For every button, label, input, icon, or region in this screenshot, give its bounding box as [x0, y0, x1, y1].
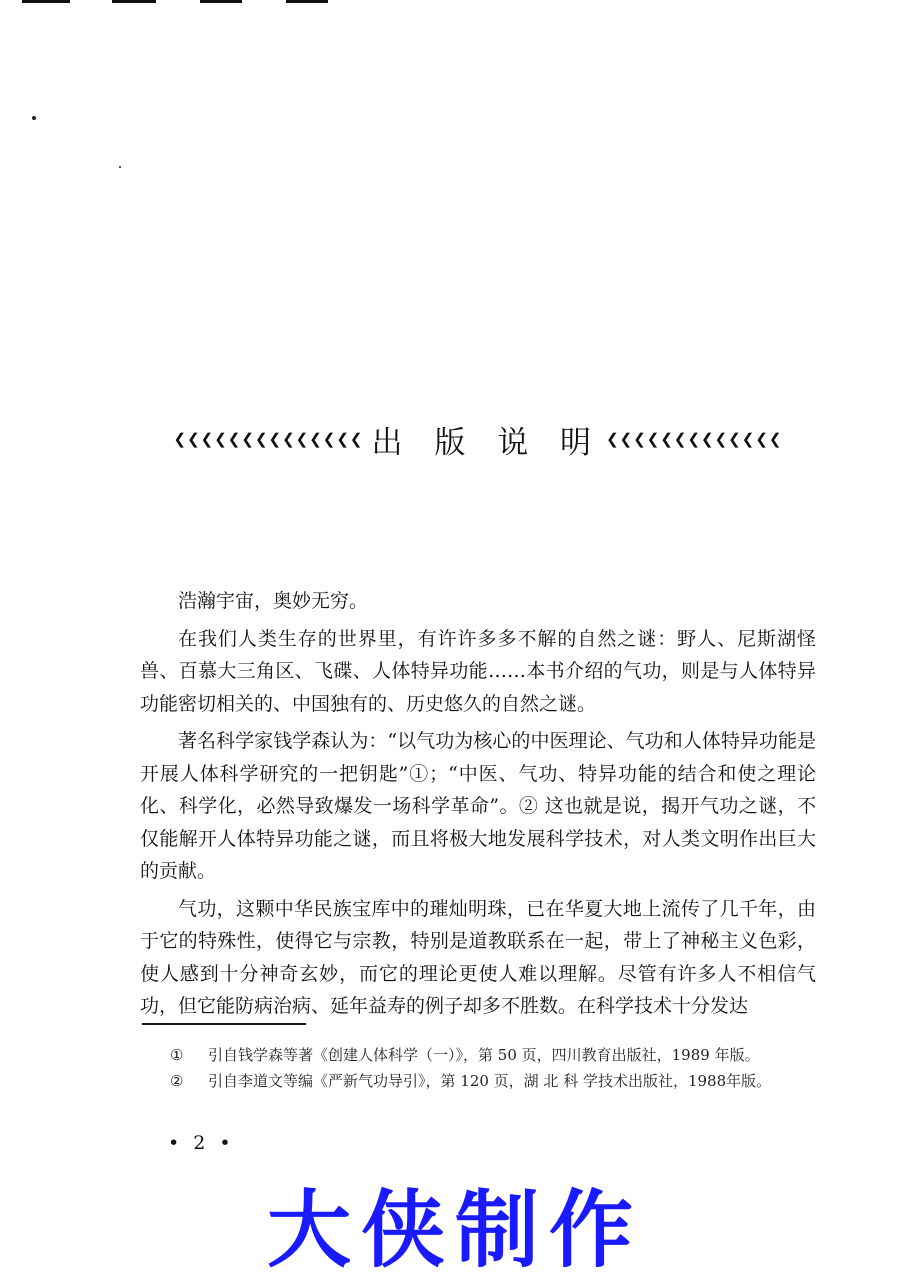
scan-edge-mark	[286, 0, 328, 3]
watermark-text: 大侠制作	[266, 1181, 643, 1279]
scan-speck	[119, 166, 121, 168]
paragraph: 在我们人类生存的世界里，有许许多多不解的自然之谜：野人、尼斯湖怪兽、百慕大三角区、飞碟、人体特异功能……本书介绍的气功，则是与人体特异功能密切相关的、中国独有的、历史悠久的自然之谜。	[140, 627, 816, 715]
footnote-mark: ①	[170, 1046, 184, 1064]
paragraph: 著名科学家钱学森认为：“以气功为核心的中医理论、气功和人体特异功能是开展人体科学研究的一把钥匙”①；“中医、气功、特异功能的结合和使之理论化、科学化，必然导致爆发一场科学革命”。② 这也就是说，揭开气功之谜，不仅能解开人体特异功能之谜，而且将极大地发展科学技术，对人类文明作出巨大的贡献。	[140, 730, 816, 882]
paragraph: 浩瀚宇宙，奥妙无穷。	[178, 590, 369, 612]
footnote-text: 引自李道文等编《严新气功导引》，第 120 页，湖 北 科 学技术出版社，1988年版。	[208, 1072, 772, 1090]
ornament-right: ❮❮❮❮❮❮❮❮❮❮❮❮❮	[606, 430, 783, 448]
footnote	[170, 1044, 820, 1066]
body-text	[140, 585, 816, 1028]
paragraph: 气功，这颗中华民族宝库中的璀灿明珠，已在华夏大地上流传了几千年，由于它的特殊性，使得它与宗教，特别是道教联系在一起，带上了神秘主义色彩，使人感到十分神奇玄妙，而它的理论更使人难以理解。尽管有许多人不相信气功，但它能防病治病、延年益寿的例子却多不胜数。在科学技术十分发达	[140, 897, 816, 1017]
section-header	[158, 414, 798, 464]
scan-edge-mark	[112, 0, 156, 3]
footnote-mark: ②	[170, 1072, 184, 1090]
footnote	[170, 1070, 820, 1092]
scan-speck	[32, 116, 36, 120]
footnotes	[170, 1044, 820, 1096]
scan-edge-mark	[200, 0, 242, 3]
footnote-divider	[142, 1023, 306, 1025]
page-title: 出 版 说 明	[371, 424, 603, 461]
scan-edge-mark	[22, 0, 70, 3]
footnote-text: 引自钱学森等著《创建人体科学（一）》，第 50 页，四川教育出版社，1989 年版。	[208, 1046, 760, 1064]
ornament-left: ❮❮❮❮❮❮❮❮❮❮❮❮❮❮	[173, 430, 364, 448]
page-number: • 2 •	[168, 1132, 235, 1154]
